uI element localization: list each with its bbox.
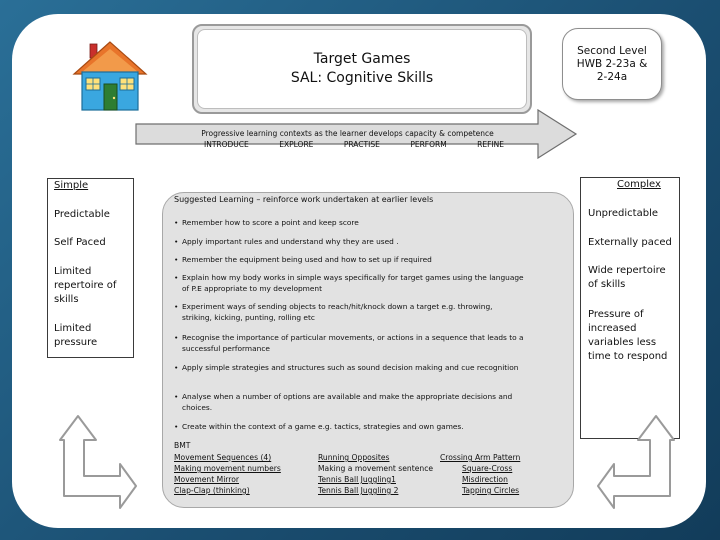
- bullet-text: Remember the equipment being used and how to set up if required: [182, 255, 432, 264]
- bmt-link[interactable]: Tapping Circles: [462, 486, 520, 495]
- left-item-self-paced: Self Paced: [54, 237, 106, 248]
- suggested-learning-heading: Suggested Learning – reinforce work undertaken at earlier levels: [174, 195, 434, 204]
- progression-steps: [204, 140, 504, 150]
- bullet-dot: •: [174, 302, 179, 311]
- step-refine: REFINE: [477, 140, 504, 149]
- bmt-link[interactable]: Movement Sequences (4): [174, 453, 272, 462]
- bullet-dot: •: [174, 273, 179, 282]
- bullet-dot: •: [174, 363, 179, 372]
- left-item-repertoire: Limited repertoire of skills: [54, 266, 117, 305]
- learning-bullet: [174, 392, 544, 413]
- simple-heading: Simple: [54, 180, 89, 191]
- bullet-text: Apply simple strategies and structures such as sound decision making and cue recognition: [182, 363, 519, 372]
- step-explore: EXPLORE: [279, 140, 314, 149]
- house-icon[interactable]: [70, 40, 150, 112]
- bullet-dot: •: [174, 422, 179, 431]
- learning-bullet: [174, 302, 524, 323]
- left-item-pressure: Limited pressure: [54, 323, 98, 348]
- bullet-text: Create within the context of a game e.g. tactics, strategies and own games.: [182, 422, 464, 431]
- step-introduce: INTRODUCE: [204, 140, 249, 149]
- corner-double-arrow-icon: [56, 410, 138, 510]
- bmt-link[interactable]: Tennis Ball Juggling1: [318, 475, 396, 484]
- bullet-text: Analyse when a number of options are available and make the appropriate decisions and choices.: [182, 392, 513, 412]
- bmt-link[interactable]: Tennis Ball Juggling 2: [318, 486, 399, 495]
- bmt-label: BMT: [174, 441, 191, 450]
- corner-double-arrow-icon: [596, 410, 678, 510]
- bmt-link[interactable]: Misdirection: [462, 475, 508, 484]
- learning-bullet: [174, 237, 550, 248]
- bullet-dot: •: [174, 237, 179, 246]
- level-line-3: 2-24a: [596, 70, 628, 83]
- bmt-link[interactable]: Square-Cross: [462, 464, 513, 473]
- learning-bullet: [174, 218, 550, 229]
- progression-description: Progressive learning contexts as the learner develops capacity & competence: [201, 129, 494, 138]
- learning-bullet: [174, 333, 544, 354]
- learning-bullet: [174, 255, 550, 266]
- bullet-dot: •: [174, 333, 179, 342]
- bullet-text: Apply important rules and understand why they are used .: [182, 237, 399, 246]
- bmt-link[interactable]: Running Opposites: [318, 453, 390, 462]
- bmt-link[interactable]: Crossing Arm Pattern: [440, 453, 521, 462]
- bullet-dot: •: [174, 218, 179, 227]
- bullet-dot: •: [174, 392, 179, 401]
- bullet-text: Explain how my body works in simple ways specifically for target games using the language of P.E appropriate to my development: [182, 273, 524, 293]
- learning-bullet: [174, 273, 524, 294]
- step-practise: PRACTISE: [343, 140, 380, 149]
- title-inner: [197, 29, 527, 109]
- right-item-externally-paced: Externally paced: [588, 237, 672, 248]
- level-badge: [562, 28, 662, 100]
- title-box: [192, 24, 532, 114]
- level-line-1: Second Level: [577, 44, 647, 57]
- bullet-dot: •: [174, 255, 179, 264]
- bullet-text: Experiment ways of sending objects to reach/hit/knock down a target e.g. throwing, striking, kicking, punting, rolling etc: [182, 302, 493, 322]
- step-perform: PERFORM: [410, 140, 447, 149]
- right-item-pressure: Pressure of increased variables less time to respond: [588, 309, 668, 362]
- bmt-link[interactable]: Movement Mirror: [174, 475, 240, 484]
- right-item-repertoire: Wide repertoire of skills: [588, 265, 666, 290]
- bmt-link[interactable]: Clap-Clap (thinking): [174, 486, 250, 495]
- left-item-predictable: Predictable: [54, 209, 110, 220]
- bullet-text: Remember how to score a point and keep score: [182, 218, 359, 227]
- level-line-2: HWB 2-23a &: [576, 57, 648, 70]
- bullet-text: Recognise the importance of particular movements, or actions in a sequence that leads to a successful performance: [182, 333, 524, 353]
- bmt-link[interactable]: Making movement numbers: [174, 464, 281, 473]
- right-item-unpredictable: Unpredictable: [588, 208, 658, 219]
- complex-heading: Complex: [617, 179, 661, 190]
- title-line-1: Target Games: [313, 51, 411, 67]
- learning-bullet: [174, 422, 550, 433]
- bmt-item: Making a movement sentence: [318, 464, 434, 473]
- title-line-2: SAL: Cognitive Skills: [290, 70, 434, 86]
- learning-bullet: [174, 363, 524, 374]
